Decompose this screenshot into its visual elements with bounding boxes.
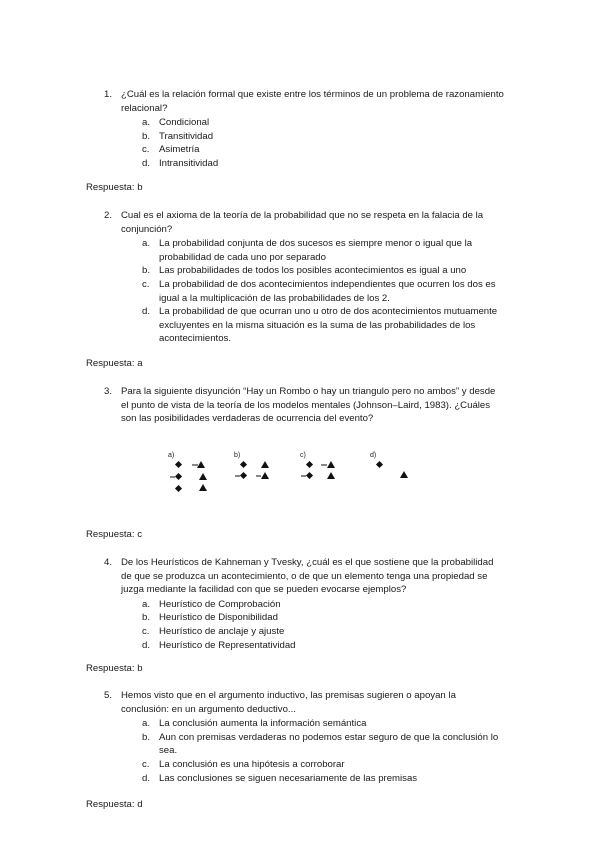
question-number: 2. [104,210,113,221]
question-stem: Cual es el axioma de la teoría de la probabilidad que no se respeta en la falacia de la conjunción? [121,210,484,235]
option-letter: a. [142,238,151,250]
option-letter: b. [142,265,151,277]
option-letter: c. [142,758,150,770]
option-letter: b. [142,612,151,624]
option-text: Condicional [159,117,210,129]
option-text: Intransitividad [159,157,219,169]
mental-models-figure [166,450,416,500]
diamond-icon [306,472,313,479]
figure-label-c: c) [300,452,306,459]
triangle-icon [197,461,205,468]
triangle-icon [261,472,269,479]
option-text: Heurístico de Representatividad [159,639,296,651]
option-text: Aun con premisas verdaderas no podemos estar seguro de que la conclusión lo sea. [159,731,499,757]
option-letter: a. [142,718,151,730]
option-c [142,758,504,772]
question-stem: De los Heurísticos de Kahneman y Tvesky, ¿cuál es el que sostiene que la probabilidad de que se produzca un acontecimiento, o de que un elemento tenga una propiedad se juzga mediante la facilidad con que se pueden evocarse ejemplos? [121,557,494,596]
triangle-icon [327,461,335,468]
triangle-icon [199,473,207,480]
option-letter: c. [142,278,150,290]
answer-3: Respuesta: c [86,529,142,540]
options-list [142,598,504,652]
answer-5: Respuesta: d [86,799,143,810]
option-text: Asimetría [159,144,200,156]
triangle-icon [261,461,269,468]
question-number: 1. [104,89,113,100]
figure-label-b: b) [234,452,241,459]
option-text: La conclusión es una hipótesis a corroborar [159,758,345,770]
triangle-icon [199,484,207,491]
option-d [142,305,504,346]
option-letter: a. [142,117,151,129]
question-stem: ¿Cuál es la relación formal que existe entre los términos de un problema de razonamiento relacional? [121,89,504,114]
diamond-icon [306,461,313,468]
option-text: La probabilidad conjunta de dos sucesos es siempre menor o igual que la probabilidad de cada uno por separado [159,238,473,263]
option-letter: c. [142,144,150,156]
option-letter: d. [142,157,151,169]
option-letter: a. [142,598,151,610]
option-text: Las conclusiones se siguen necesariamente de las premisas [159,772,418,784]
option-a [142,237,504,264]
options-list [142,717,504,785]
option-letter: d. [142,772,151,784]
options-list [142,237,504,346]
option-a [142,598,504,612]
diamond-icon [175,461,182,468]
answer-1: Respuesta: b [86,182,143,193]
option-c [142,278,504,305]
option-a [142,717,504,731]
options-list [142,116,504,170]
diamond-icon [175,485,182,492]
option-b [142,130,504,144]
diamond-icon [240,461,247,468]
option-letter: d. [142,639,151,651]
option-letter: b. [142,130,151,142]
option-b [142,731,504,758]
question-number: 3. [104,386,113,397]
option-b [142,264,504,278]
option-d [142,157,504,171]
triangle-icon [400,471,408,478]
figure-label-a: a) [168,452,175,459]
answer-4: Respuesta: b [86,663,143,674]
option-letter: d. [142,306,151,318]
question-number: 5. [104,690,113,701]
triangle-icon [327,472,335,479]
question-stem: Para la siguiente disyunción “Hay un Rombo o hay un triangulo pero no ambos” y desde el punto de vista de la teoría de los modelos mentales (Johnson–Laird, 1983). ¿Cuáles son las posibilidades verdaderas de ocurrencia del evento? [121,386,496,425]
question-stem: Hemos visto que en el argumento inductivo, las premisas sugieren o apoyan la conclusión: en un argumento deductivo... [121,690,456,715]
option-text: Las probabilidades de todos los posibles acontecimientos es igual a uno [159,265,467,277]
question-1 [104,88,504,171]
option-b [142,611,504,625]
question-2 [104,209,504,346]
option-text: La probabilidad de que ocurran uno u otro de dos acontecimientos mutuamente excluyentes en la misma situación es la suma de las probabilidades de los acontecimientos. [159,306,498,345]
option-c [142,625,504,639]
option-text: Heurístico de Disponibilidad [159,612,278,624]
option-letter: b. [142,731,151,743]
option-text: Transitividad [159,130,214,142]
option-text: La probabilidad de dos acontecimientos independientes que ocurren los dos es igual a la multiplicación de las probabilidades de los 2. [159,278,496,304]
option-text: La conclusión aumenta la información semántica [159,718,367,730]
option-letter: c. [142,625,150,637]
diamond-icon [240,472,247,479]
option-d [142,772,504,786]
question-3 [104,385,504,426]
option-d [142,639,504,653]
figure-label-d: d) [370,452,377,459]
question-number: 4. [104,557,113,568]
option-a [142,116,504,130]
question-5 [104,689,504,785]
option-c [142,143,504,157]
option-text: Heurístico de Comprobación [159,598,281,610]
diamond-icon [376,461,383,468]
question-4 [104,556,504,652]
option-text: Heurístico de anclaje y ajuste [159,625,285,637]
diamond-icon [175,473,182,480]
answer-2: Respuesta: a [86,358,143,369]
